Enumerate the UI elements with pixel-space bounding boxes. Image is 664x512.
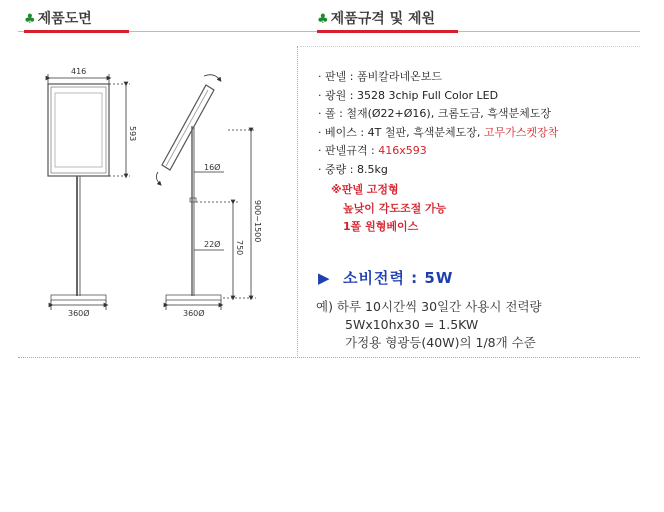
example-line: 5Wx10hx30 = 1.5KW — [345, 317, 479, 332]
panel-height-label: 593 — [128, 126, 137, 142]
spec-row: · 베이스 : 4T 철판, 흑색분체도장, 고무가스켓장착 — [318, 125, 559, 139]
note-line: ※판넬 고정형 — [331, 183, 399, 196]
panel-note — [331, 181, 446, 237]
spec-title-text: 제품규격 및 제원 — [330, 11, 436, 27]
club-icon: ♣ — [24, 12, 36, 27]
example-line: 예) 하루 10시간씩 30일간 사용시 전력량 — [316, 299, 542, 314]
example-line: 가정용 형광등(40W)의 1/8개 수준 — [345, 335, 536, 350]
left-header-underline — [24, 30, 129, 33]
triangle-right-icon: ▶ — [318, 269, 331, 287]
spec-row: · 판넬 : 폼비칼라네온보드 — [318, 70, 442, 83]
spec-row: · 광원 : 3528 3chip Full Color LED — [318, 88, 499, 102]
height-range-label: 900~1500 — [253, 200, 262, 243]
power-example — [316, 298, 542, 352]
length-750-label: 750 — [235, 240, 244, 256]
power-consumption — [318, 267, 453, 288]
pole-bottom-diameter-label: 22Ø — [204, 240, 221, 249]
pole-top-diameter-label: 16Ø — [204, 163, 221, 172]
note-line: 1폴 원형베이스 — [343, 220, 419, 233]
spec-list — [318, 68, 558, 179]
base-diameter-side-label: 360Ø — [183, 309, 205, 318]
spec-row: · 폴 : 철재(Ø22+Ø16), 크롬도금, 흑색분체도장 — [318, 107, 551, 120]
spec-row: · 판넬규격 : 416x593 — [318, 144, 427, 157]
product-drawing — [18, 60, 293, 330]
right-header-underline — [317, 30, 458, 33]
note-line: 높낮이 각도조절 가능 — [343, 201, 447, 215]
drawing-title-text: 제품도면 — [37, 11, 92, 27]
spec-section-title — [317, 8, 435, 30]
power-text: 소비전력 : 5W — [343, 269, 454, 287]
bottom-divider — [18, 357, 640, 358]
base-diameter-front-label: 360Ø — [68, 309, 90, 318]
spec-row: · 중량 : 8.5kg — [318, 162, 388, 176]
spec-top-divider — [300, 46, 640, 47]
column-divider — [297, 46, 298, 358]
drawing-section-title — [24, 8, 92, 30]
club-icon: ♣ — [317, 12, 329, 27]
panel-width-label: 416 — [71, 67, 87, 76]
